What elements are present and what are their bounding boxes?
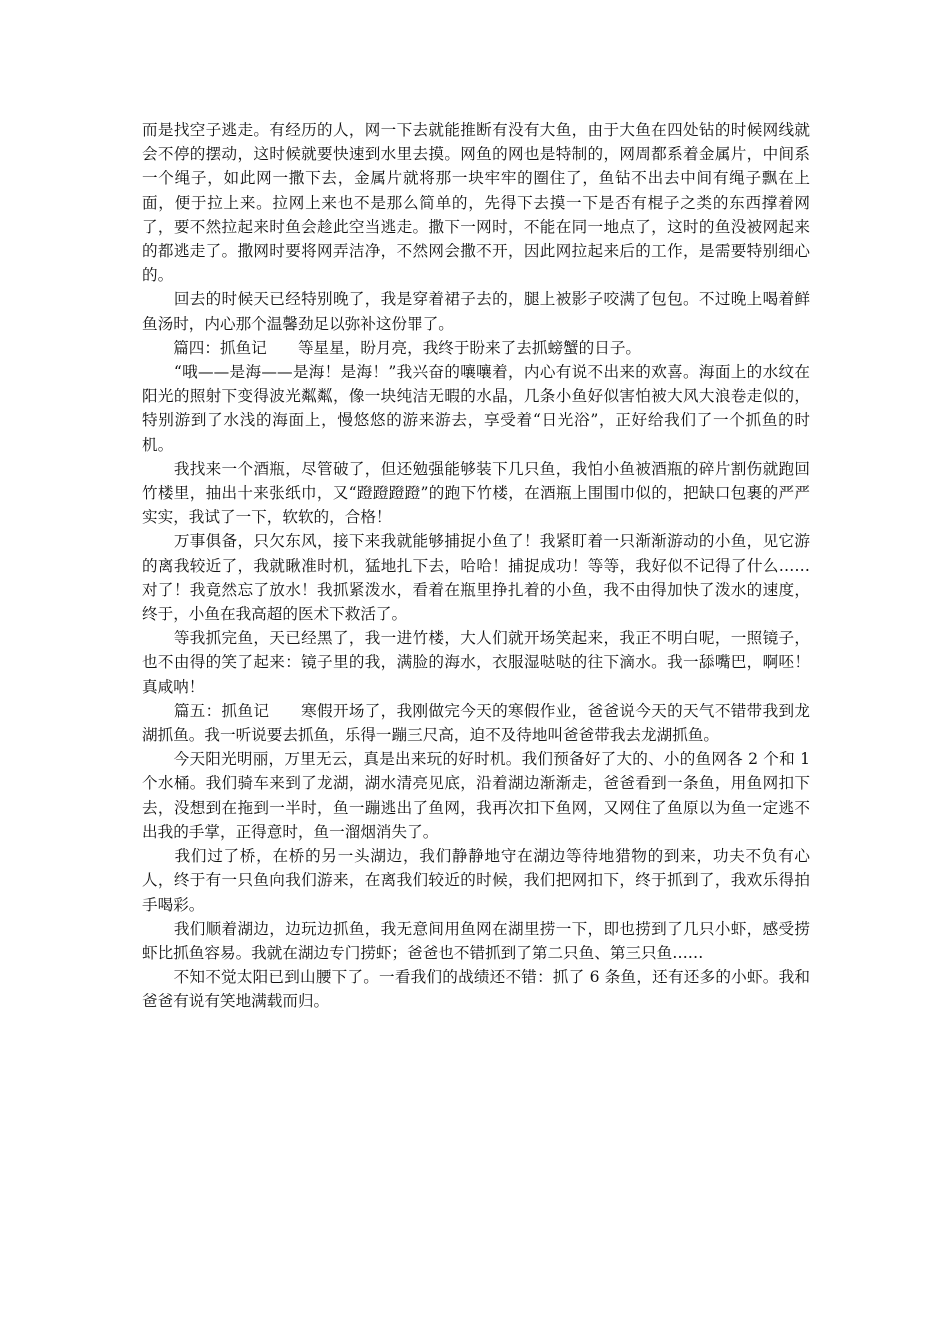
paragraph-10: 我们过了桥，在桥的另一头湖边，我们静静地守在湖边等待地猎物的到来，功夫不负有心人，终于有一只鱼向我们游来，在离我们较近的时候，我们把网扣下，终于抓到了，我欢乐得拍手喝彩。	[142, 847, 810, 914]
paragraph-3-heading-part4: 篇四：抓鱼记 等星星，盼月亮，我终于盼来了去抓螃蟹的日子。	[142, 338, 642, 357]
paragraph-5: 我找来一个酒瓶，尽管破了，但还勉强能够装下几只鱼，我怕小鱼被酒瓶的碎片割伤就跑回竹楼里，抽出十来张纸巾，又“蹬蹬蹬蹬”的跑下竹楼，在酒瓶上围围巾似的，把缺口包裹的严严实实，我试了一下，软软的，合格！	[142, 459, 810, 527]
paragraph-4: “哦——是海——是海！是海！”我兴奋的嚷嚷着，内心有说不出来的欢喜。海面上的水纹在阳光的照射下变得波光粼粼，像一块纯洁无暇的水晶，几条小鱼好似害怕被大风大浪卷走似的，特别游到了水浅的海面上，慢悠悠的游来游去，享受着“日光浴”，正好给我们了一个抓鱼的时机。	[142, 363, 810, 454]
paragraph-7: 等我抓完鱼，天已经黑了，我一进竹楼，大人们就开场笑起来，我正不明白呢，一照镜子，也不由得的笑了起来：镜子里的我，满脸的海水，衣服湿哒哒的往下滴水。我一舔嘴巴，啊呸！真咸呐！	[142, 629, 810, 696]
paragraph-11: 我们顺着湖边，边玩边抓鱼，我无意间用鱼网在湖里捞一下，即也捞到了几只小虾，感受捞虾比抓鱼容易。我就在湖边专门捞虾；爸爸也不错抓到了第二只鱼、第三只鱼……	[142, 919, 810, 962]
paragraph-6: 万事俱备，只欠东风，接下来我就能够捕捉小鱼了！我紧盯着一只渐渐游动的小鱼，见它游的离我较近了，我就瞅准时机，猛地扎下去，哈哈！捕捉成功！等等，我好似不记得了什么……对了！我竟然忘了放水！我抓紧泼水，看着在瓶里挣扎着的小鱼，我不由得加快了泼水的速度，终于，小鱼在我高超的医术下救活了。	[142, 532, 810, 624]
paragraph-2: 回去的时候天已经特别晚了，我是穿着裙子去的，腿上被影子咬满了包包。不过晚上喝着鲜鱼汤时，内心那个温馨劲足以弥补这份罪了。	[142, 290, 810, 333]
document-body	[142, 118, 815, 1014]
paragraph-12: 不知不觉太阳已到山腰下了。一看我们的战绩还不错：抓了 6 条鱼，还有还多的小虾。我和爸爸有说有笑地满载而归。	[142, 968, 810, 1011]
paragraph-9: 今天阳光明丽，万里无云，真是出来玩的好时机。我们预备好了大的、小的鱼网各 2 个和 1 个水桶。我们骑车来到了龙湖，湖水清亮见底，沿着湖边渐渐走，爸爸看到一条鱼，用鱼网扣下去，没想到在拖到一半时，鱼一蹦逃出了鱼网，我再次扣下鱼网，又网住了鱼原以为鱼一定逃不出我的手掌，正得意时，鱼一溜烟消失了。	[142, 750, 815, 841]
paragraph-1: 而是找空子逃走。有经历的人，网一下去就能推断有没有大鱼，由于大鱼在四处钻的时候网线就会不停的摆动，这时候就要快速到水里去摸。网鱼的网也是特制的，网周都系着金属片，中间系一个绳子，如此网一撒下去，金属片就将那一块牢牢的圈住了，鱼钻不出去中间有绳子飘在上面，便于拉上来。拉网上来也不是那么简单的，先得下去摸一下是否有棍子之类的东西撑着网了，要不然拉起来时鱼会趁此空当逃走。撒下一网时，不能在同一地点了，这时的鱼没被网起来的都逃走了。撒网时要将网弄洁净，不然网会撒不开，因此网拉起来后的工作，是需要特别细心的。	[142, 121, 810, 285]
paragraph-8-heading-part5: 篇五：抓鱼记 寒假开场了，我刚做完今天的寒假作业，爸爸说今天的天气不错带我到龙湖抓鱼。我一听说要去抓鱼，乐得一蹦三尺高，迫不及待地叫爸爸带我去龙湖抓鱼。	[142, 701, 810, 745]
